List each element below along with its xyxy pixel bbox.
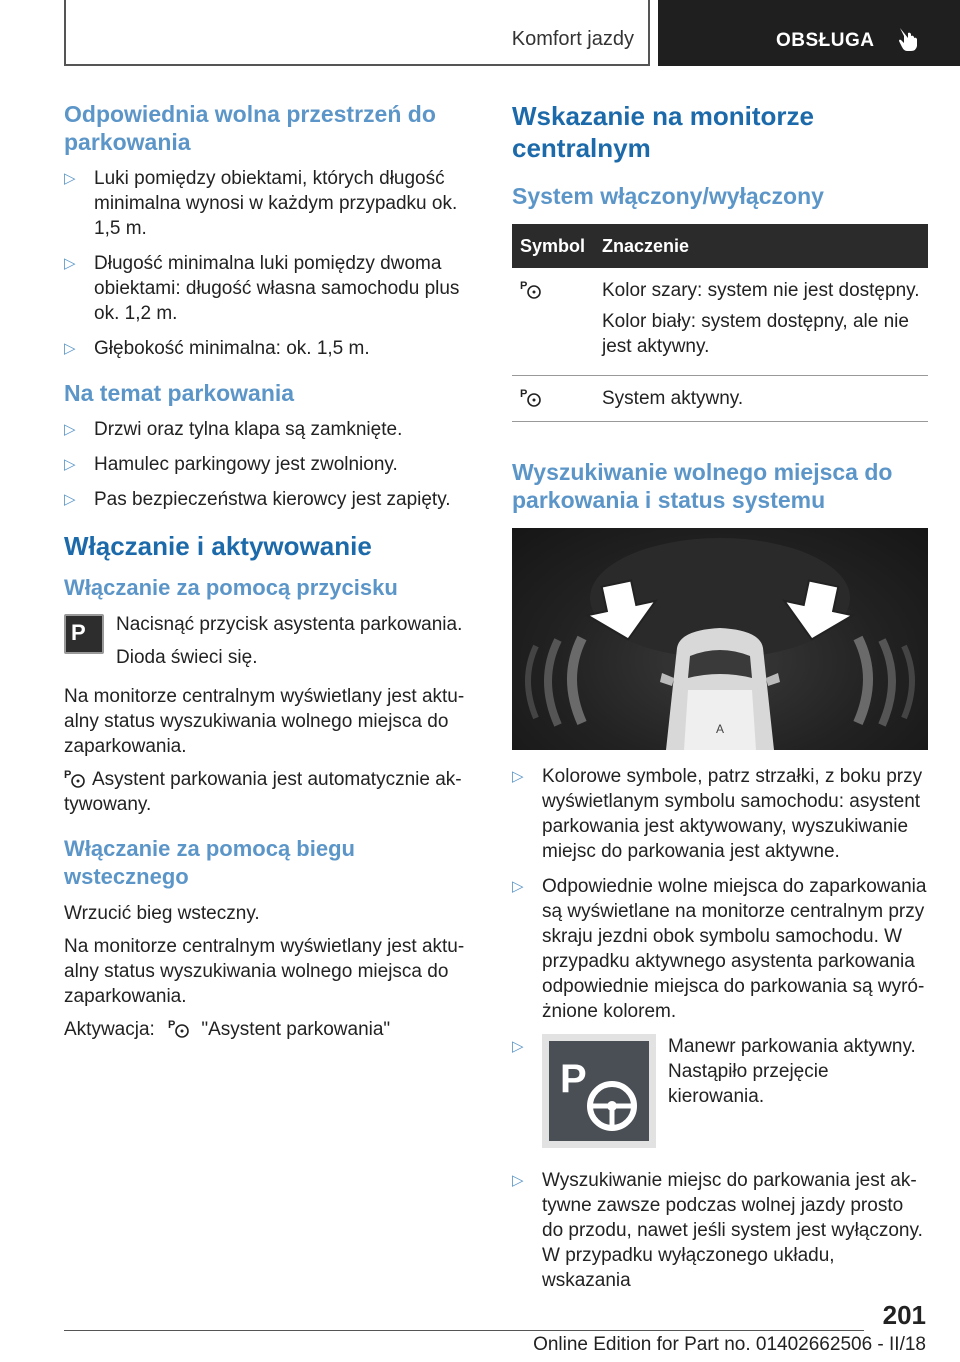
list-parking-space xyxy=(64,166,478,361)
para-monitor-status: Na monitorze centralnym wyświetlany jest aktualny status wyszukiwania wolnego miejsca do zaparkowania. xyxy=(64,686,465,757)
svg-text:P: P xyxy=(520,280,528,292)
para-auto-activated: P Asystent parkowania jest automatycznie aktywowany. xyxy=(64,769,462,815)
page-number: 201 xyxy=(882,1300,926,1330)
header-chapter-tab xyxy=(658,0,960,66)
parking-search-illustration xyxy=(512,528,928,750)
heading-search-status: Wyszukiwanie wolnego miejsca do parkowania i status systemu xyxy=(512,459,893,513)
header-left-frame xyxy=(64,0,650,66)
button-step xyxy=(64,612,478,670)
left-column xyxy=(64,100,478,1050)
parking-assistant-active-icon xyxy=(520,386,542,408)
svg-text:A: A xyxy=(716,722,725,736)
table-row xyxy=(512,376,928,422)
right-column xyxy=(512,100,928,1305)
svg-text:P: P xyxy=(520,388,528,400)
parking-assistant-icon xyxy=(64,767,86,789)
header-section-title: Komfort jazdy xyxy=(511,28,634,50)
step-led: Dioda świeci się. xyxy=(116,647,258,668)
maneuver-active-text: Manewr parkowania aktywny. xyxy=(668,1036,916,1057)
header-chapter-title: OBSŁUGA xyxy=(776,30,875,51)
meaning-grey: Kolor szary: system nie jest dostępny. xyxy=(602,280,920,301)
list-search-status xyxy=(512,764,928,1293)
hand-pointer-icon xyxy=(894,24,924,54)
heading-monitor: Wskazanie na monitorze centralnym xyxy=(512,101,814,163)
parking-assistant-icon xyxy=(520,278,542,300)
heading-on-off: System włączony/wyłączony xyxy=(512,183,824,209)
heading-about-parking: Na temat parkowania xyxy=(64,380,295,406)
svg-text:P: P xyxy=(64,769,72,781)
list-item: ▷ Hamulec parkingowy jest zwolniony. xyxy=(64,454,398,475)
step-press-button: Nacisnąć przycisk asystenta parkowania. xyxy=(116,614,463,635)
meaning-active: System aktywny. xyxy=(594,376,928,422)
parking-assistant-button-icon: P xyxy=(64,614,104,654)
parking-maneuver-active-icon xyxy=(542,1034,656,1148)
step-reverse: Wrzucić bieg wsteczny. xyxy=(64,903,260,924)
list-item: ▷ Drzwi oraz tylna klapa są zamknięte. xyxy=(64,419,403,440)
list-item: ▷ Głębokość minimalna: ok. 1,5 m. xyxy=(64,338,370,359)
list-item: ▷ P Manewr parkowania aktywny. Nastąpiło przejęcie kierowania. xyxy=(512,1034,928,1158)
parking-maneuver-svg xyxy=(542,1034,656,1148)
meaning-white: Kolor biały: system dostępny, ale nie jest aktywny. xyxy=(602,311,909,357)
parking-search-illustration-svg xyxy=(512,528,928,750)
list-item: ▷ Kolorowe symbole, patrz strzałki, z boku przy wyświetlanym symbolu samochodu: asystent parkowania jest aktywowany, wyszukiwanie miejsc do parkowania jest aktywne. xyxy=(512,766,923,862)
footer-divider xyxy=(64,1330,864,1331)
table-header-symbol: Symbol xyxy=(512,224,594,268)
list-item: ▷ Odpowiednie wolne miejsca do zaparkowania są wyświetlane na monitorze centralnym przy skraju jezdni obok symbolu samochodu. W przypadku aktywnego asystenta parkowania odpowiednie miejsca do parkowania są wyróżnione kolorem. xyxy=(512,876,927,1022)
list-item: ▷ Pas bezpieczeństwa kierowcy jest zapięty. xyxy=(64,489,451,510)
list-item: ▷ Wyszukiwanie miejsc do parkowania jest aktywne zawsze podczas wolnej jazdy prosto do przodu, nawet jeśli system jest wyłączony. W przypadku wyłączonego układu, wskazania xyxy=(512,1170,923,1291)
para-activation-path: Aktywacja: P "Asystent parkowania" xyxy=(64,1019,391,1040)
parking-assistant-icon xyxy=(168,1017,190,1039)
symbol-table xyxy=(512,224,928,422)
heading-activation-button: Włączanie za pomocą przycisku xyxy=(64,575,398,600)
para-monitor-status-2: Na monitorze centralnym wyświetlany jest aktualny status wyszukiwania wolnego miejsca do zaparkowania. xyxy=(64,936,465,1007)
heading-parking-space: Odpowiednia wolna przestrzeń do parkowania xyxy=(64,101,436,155)
svg-text:P: P xyxy=(168,1019,176,1031)
list-item: ▷ Długość minimalna luki pomiędzy dwoma obiektami: długość własna samochodu plus ok. 1,2 m. xyxy=(64,253,460,324)
takeover-text: Nastąpiło przejęcie kierowania. xyxy=(668,1061,829,1107)
edition-info: Online Edition for Part no. 01402662506 - II/18 xyxy=(533,1334,926,1355)
svg-text:P: P xyxy=(560,1057,587,1101)
heading-activation: Włączanie i aktywowanie xyxy=(64,531,372,561)
table-header-meaning: Znaczenie xyxy=(594,224,928,268)
list-item: ▷ Luki pomiędzy obiektami, których długość minimalna wynosi w każdym przypadku ok. 1,5 m. xyxy=(64,168,458,239)
heading-activation-reverse: Włączanie za pomocą biegu wstecznego xyxy=(64,836,355,889)
list-about-parking xyxy=(64,417,478,512)
table-row xyxy=(512,268,928,376)
